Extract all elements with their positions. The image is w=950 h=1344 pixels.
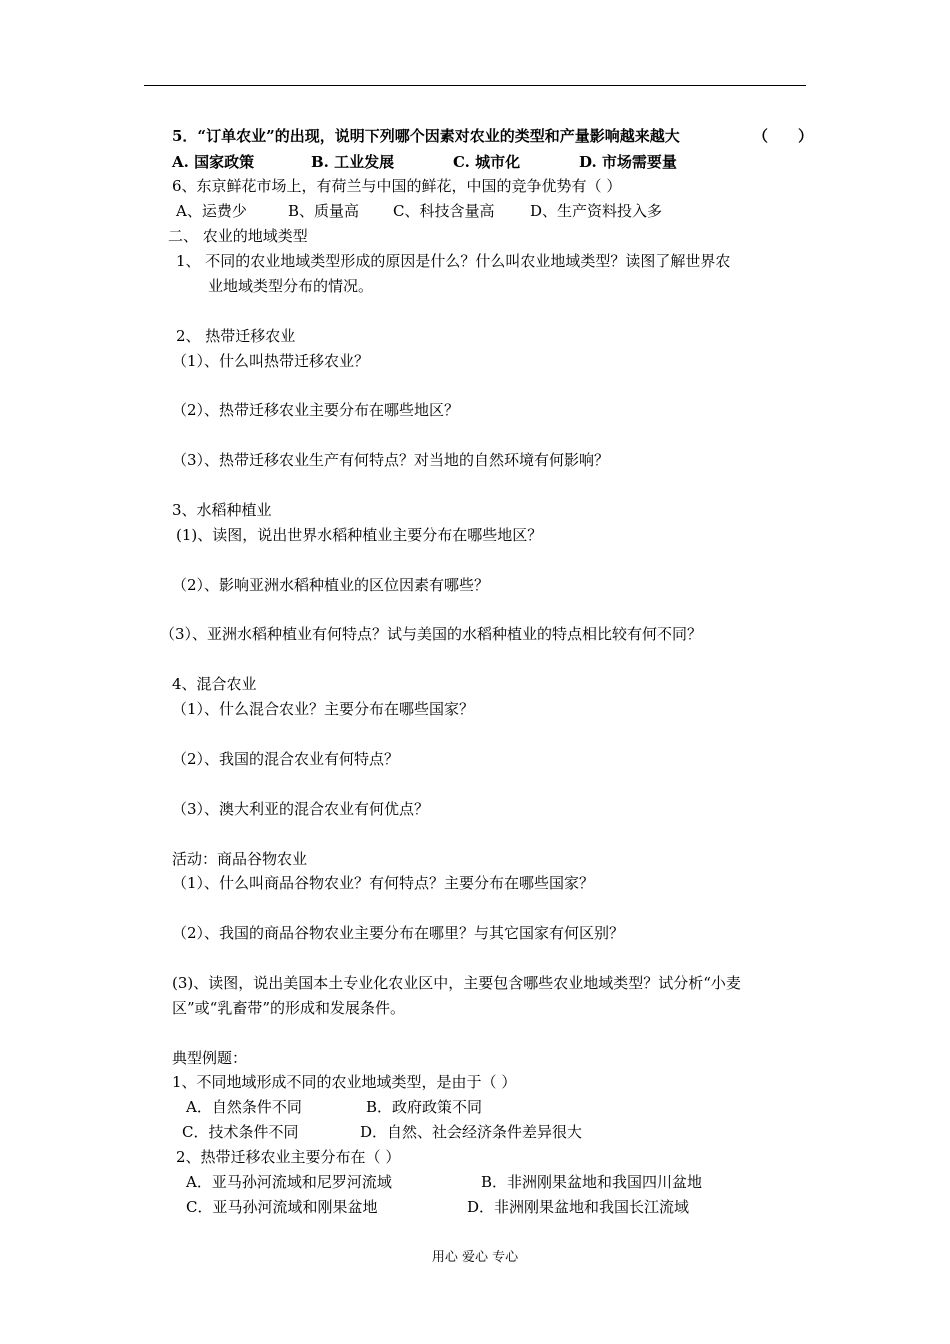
item4-question-3: （3）、澳大利亚的混合农业有何优点？ — [172, 800, 430, 818]
q5-text: 5．“订单农业”的出现，说明下列哪个因素对农业的类型和产量影响越来越大 — [172, 127, 680, 145]
item4-question-2: （2）、我国的混合农业有何特点？ — [172, 750, 400, 768]
examples-title: 典型例题： — [172, 1049, 248, 1067]
example2-option-a: A．亚马孙河流域和尼罗河流域 — [186, 1173, 392, 1191]
example2-option-b: B．非洲刚果盆地和我国四川盆地 — [481, 1173, 703, 1191]
q6-option-a: A、运费少 — [176, 202, 247, 220]
activity-question-2: （2）、我国的商品谷物农业主要分布在哪里？与其它国家有何区别？ — [172, 924, 625, 942]
header-rule — [144, 85, 806, 86]
example1-option-b: B．政府政策不同 — [366, 1098, 483, 1116]
item2-question-3: （3）、热带迁移农业生产有何特点？对当地的自然环境有何影响？ — [172, 451, 610, 469]
example1-option-d: D．自然、社会经济条件差异很大 — [360, 1123, 583, 1141]
example2-option-c: C．亚马孙河流域和刚果盆地 — [186, 1198, 378, 1216]
item4-title: 4、混合农业 — [172, 675, 257, 693]
q6-option-b: B、质量高 — [288, 202, 360, 220]
activity-question-1: （1）、什么叫商品谷物农业？有何特点？主要分布在哪些国家？ — [172, 874, 595, 892]
q6-text: 6、东京鲜花市场上，有荷兰与中国的鲜花，中国的竞争优势有（ ） — [172, 177, 622, 195]
section-title: 二、 农业的地域类型 — [168, 227, 308, 245]
item2-title: 2、 热带迁移农业 — [176, 327, 296, 345]
item3-question-1: (1)、读图，说出世界水稻种植业主要分布在哪些地区？ — [176, 526, 543, 544]
item2-question-1: （1）、什么叫热带迁移农业？ — [172, 352, 370, 370]
item1-line2: 业地域类型分布的情况。 — [208, 277, 374, 295]
item3-question-3: （3）、亚洲水稻种植业有何特点？试与美国的水稻种植业的特点相比较有何不同？ — [160, 625, 703, 643]
page-footer: 用心 爱心 专心 — [431, 1250, 519, 1265]
q5-option-a: A. 国家政策 — [172, 153, 255, 171]
example1-option-a: A．自然条件不同 — [186, 1098, 302, 1116]
item3-title: 3、水稻种植业 — [172, 501, 272, 519]
example2-text: 2、热带迁移农业主要分布在（ ） — [176, 1148, 401, 1166]
q5-paren: （ ） — [753, 127, 814, 145]
q5-option-d: D. 市场需要量 — [579, 153, 677, 171]
item3-question-2: （2）、影响亚洲水稻种植业的区位因素有哪些？ — [172, 576, 490, 594]
q5-option-b: B. 工业发展 — [311, 153, 395, 171]
item4-question-1: （1）、什么混合农业？主要分布在哪些国家？ — [172, 700, 475, 718]
example1-text: 1、不同地域形成不同的农业地域类型，是由于（ ） — [172, 1073, 517, 1091]
item2-question-2: （2）、热带迁移农业主要分布在哪些地区？ — [172, 401, 460, 419]
item1-line1: 1、 不同的农业地域类型形成的原因是什么？什么叫农业地域类型？读图了解世界农 — [176, 252, 731, 270]
q6-option-d: D、生产资料投入多 — [530, 202, 663, 220]
example2-option-d: D．非洲刚果盆地和我国长江流域 — [467, 1198, 690, 1216]
activity-title: 活动：商品谷物农业 — [172, 850, 308, 868]
q6-option-c: C、科技含量高 — [393, 202, 495, 220]
activity-question-3-line2: 区”或“乳畜带”的形成和发展条件。 — [172, 999, 406, 1017]
q5-option-c: C. 城市化 — [453, 153, 521, 171]
activity-question-3-line1: (3)、读图，说出美国本土专业化农业区中，主要包含哪些农业地域类型？试分析“小麦 — [172, 974, 741, 992]
example1-option-c: C．技术条件不同 — [182, 1123, 299, 1141]
